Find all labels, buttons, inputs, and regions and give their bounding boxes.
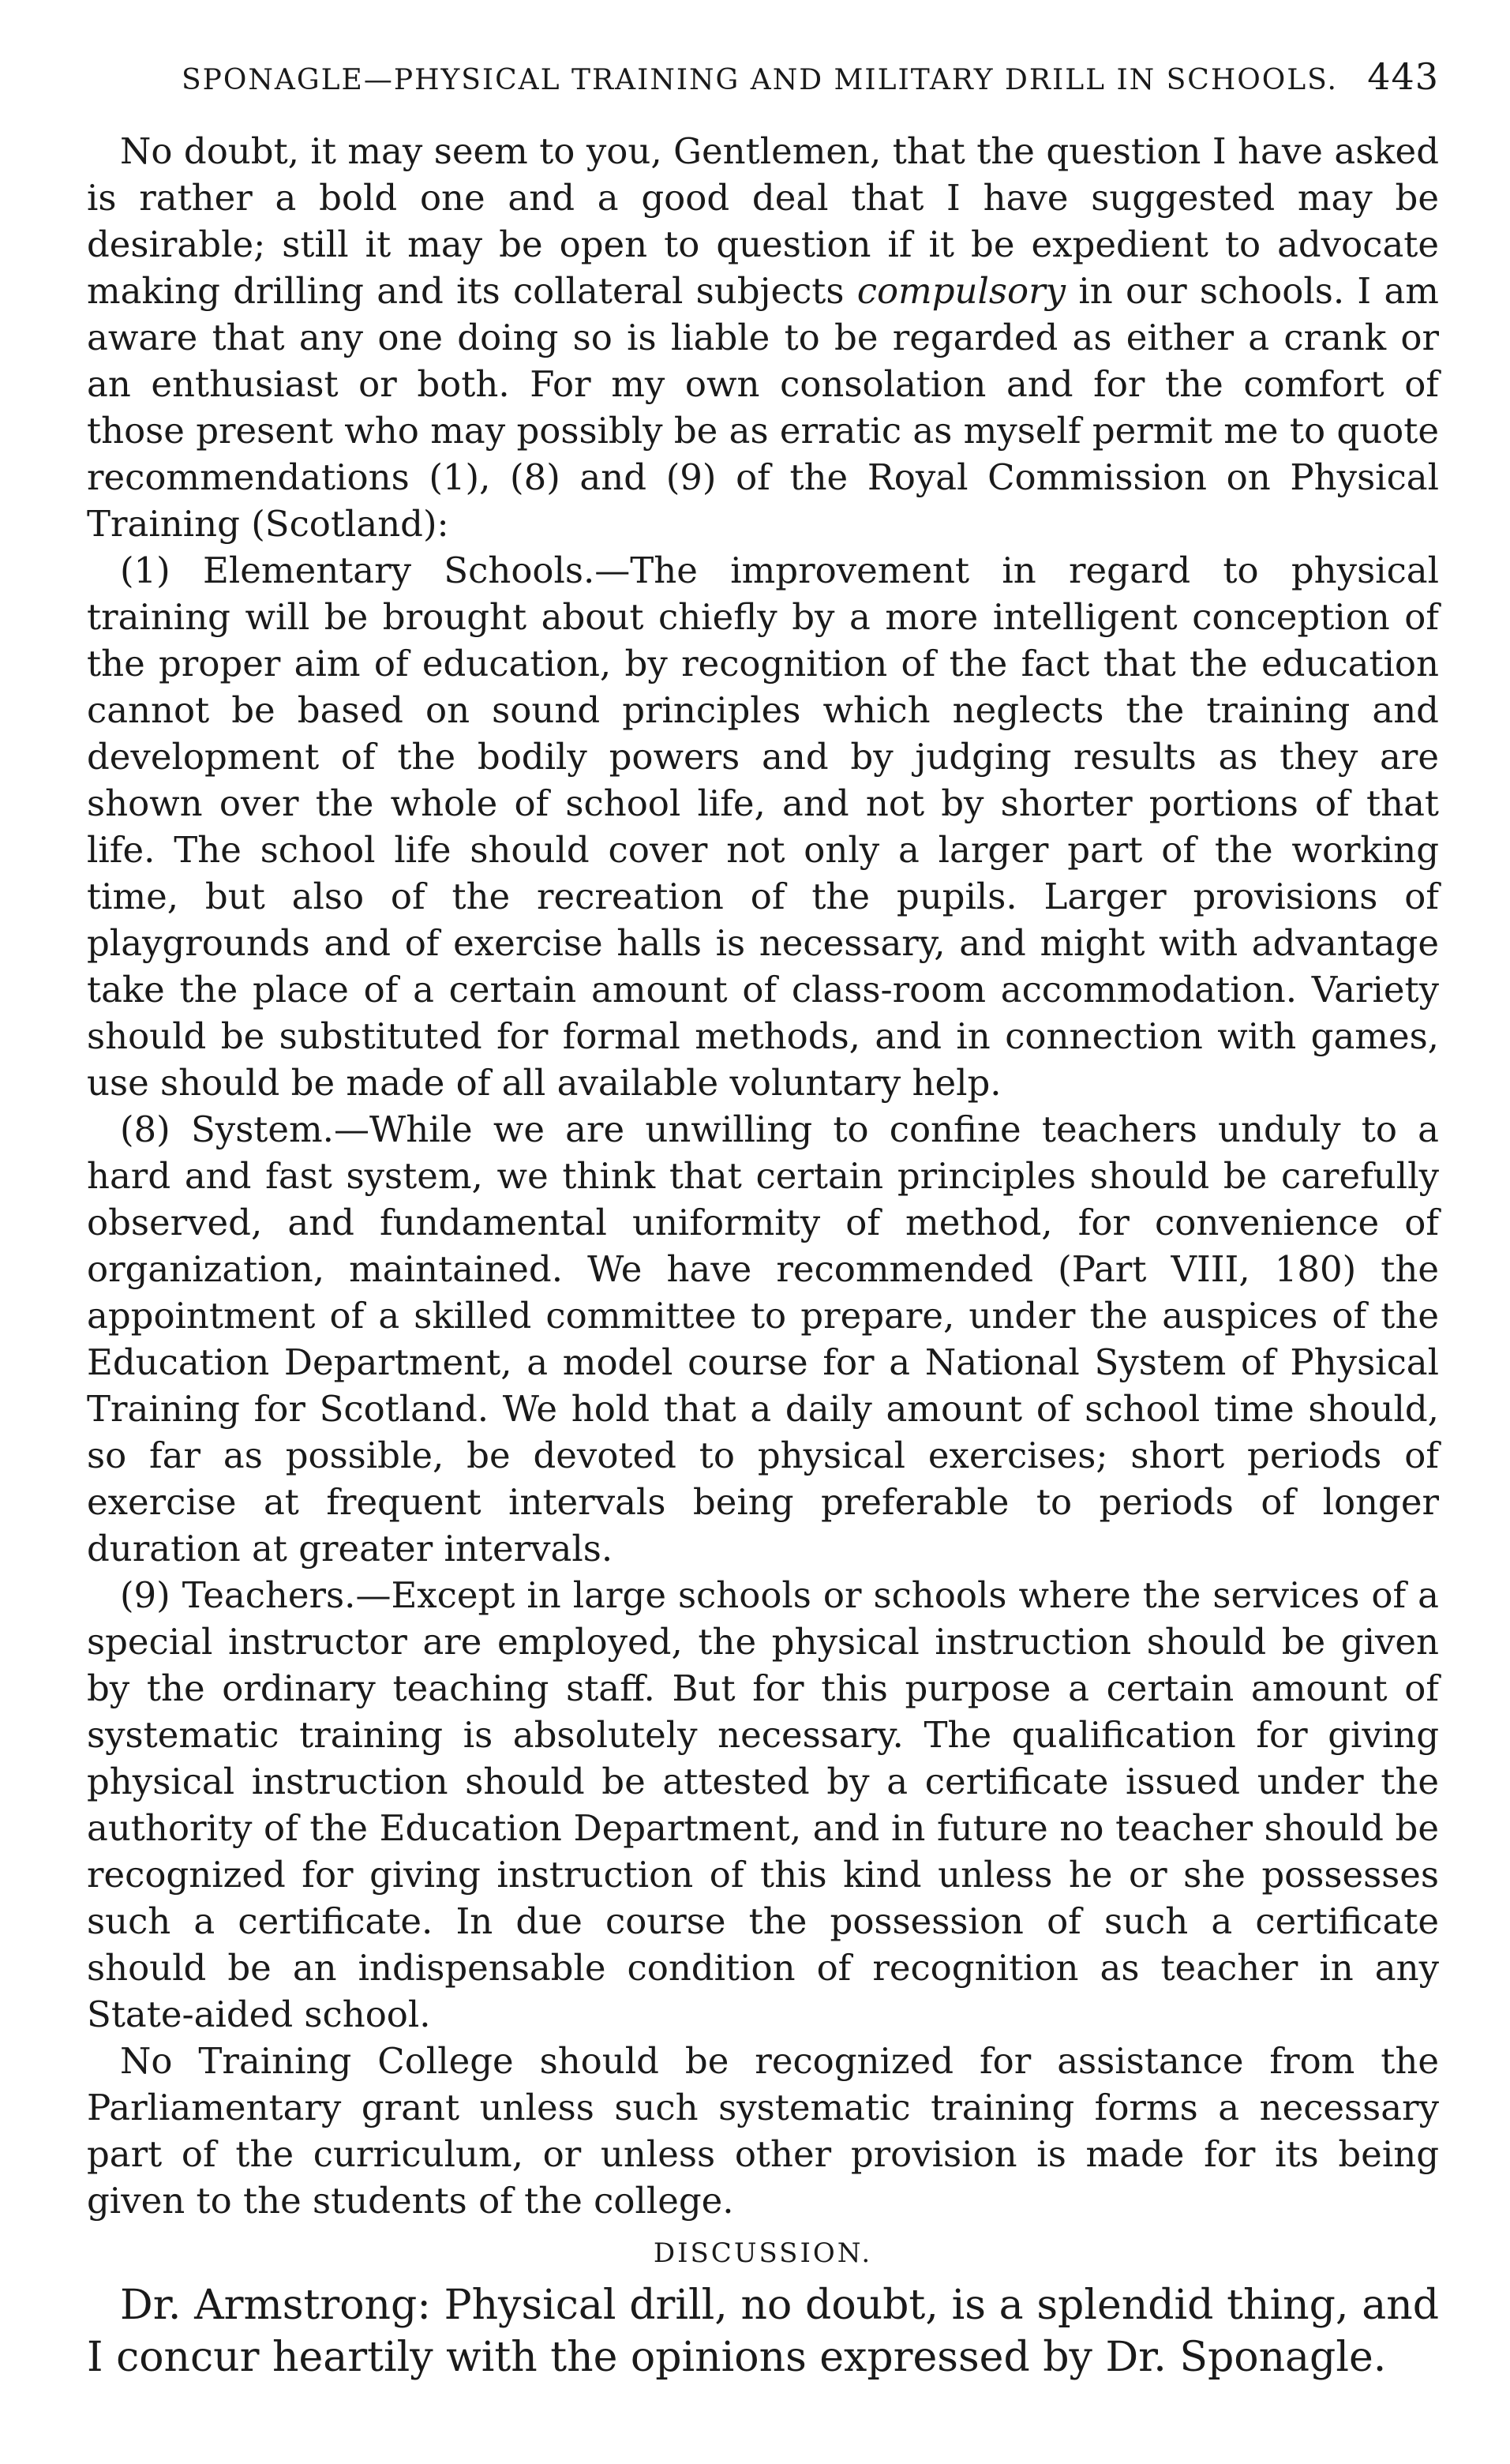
- armstrong-remark: Dr. Armstrong: Physical drill, no doubt, is a splendid thing, and I concur heartily with the opinions expressed by Dr. Sponagle.: [87, 2282, 1439, 2381]
- intro-text-2: in our schools. I am aware that any one doing so is liable to be regarded as either a crank or an enthusiast or both. For my own consolation and for the comfort of those present who may possibly be as erratic as myself permit me to quote recommendations (1), (8) and (9) of the Royal Commission on Physical Training (Scotland):: [87, 270, 1439, 545]
- discussion-heading: DISCUSSION.: [653, 2237, 873, 2269]
- recommendation-9: (9) Teachers.—Except in large schools or schools where the services of a special instructor are employed, the physical instruction should be given by the ordinary teaching staff. But for this purpose a certain amount of systematic training is absolutely necessary. The qualification for giving physical instruction should be attested by a certificate issued under the authority of the Education Department, and in future no teacher should be recognized for giving instruction of this kind unless he or she possesses such a certificate. In due course the possession of such a certificate should be an indispensable condition of recognition as teacher in any State-aided school.: [87, 1574, 1439, 2035]
- intro-paragraph: [87, 128, 1439, 547]
- running-header: [87, 55, 1439, 98]
- discussion-section: [87, 2233, 1439, 2383]
- article-body: [87, 128, 1439, 2224]
- page-number: 443: [1367, 55, 1439, 98]
- intro-text-1: No doubt, it may seem to you, Gentlemen, that the question I have asked is rather a bold one and a good deal that I have suggested may be desirable; still it may be open to question if it be expedient to advocate making drilling and its collateral subjects: [87, 130, 1439, 312]
- running-title: SPONAGLE—PHYSICAL TRAINING AND MILITARY DRILL IN SCHOOLS.: [182, 64, 1338, 96]
- intro-emphasis: compulsory: [856, 270, 1066, 312]
- recommendation-8: (8) System.—While we are unwilling to confine teachers unduly to a hard and fast system, we think that certain principles should be carefully observed, and fundamental uniformity of method, for convenience of organization, maintained. We have recommended (Part VIII, 180) the appointment of a skilled committee to prepare, under the auspices of the Education Department, a model course for a National System of Physical Training for Scotland. We hold that a daily amount of school time should, so far as possible, be devoted to physical exercises; short periods of exercise at frequent intervals being preferable to periods of longer duration at greater intervals.: [87, 1108, 1439, 1570]
- recommendation-1: (1) Elementary Schools.—The improvement in regard to physical training will be brought about chiefly by a more intelligent conception of the proper aim of education, by recognition of the fact that the education cannot be based on sound principles which neglects the training and development of the bodily powers and by judging results as they are shown over the whole of school life, and not by shorter portions of that life. The school life should cover not only a larger part of the working time, but also of the recreation of the pupils. Larger provisions of playgrounds and of exercise halls is necessary, and might with advantage take the place of a certain amount of class-room accommodation. Variety should be substituted for formal methods, and in connection with games, use should be made of all available voluntary help.: [87, 549, 1439, 1104]
- training-college-paragraph: No Training College should be recognized for assistance from the Parliamentary grant unless such systematic training forms a necessary part of the curriculum, or unless other provision is made for its being given to the students of the college.: [87, 2040, 1439, 2222]
